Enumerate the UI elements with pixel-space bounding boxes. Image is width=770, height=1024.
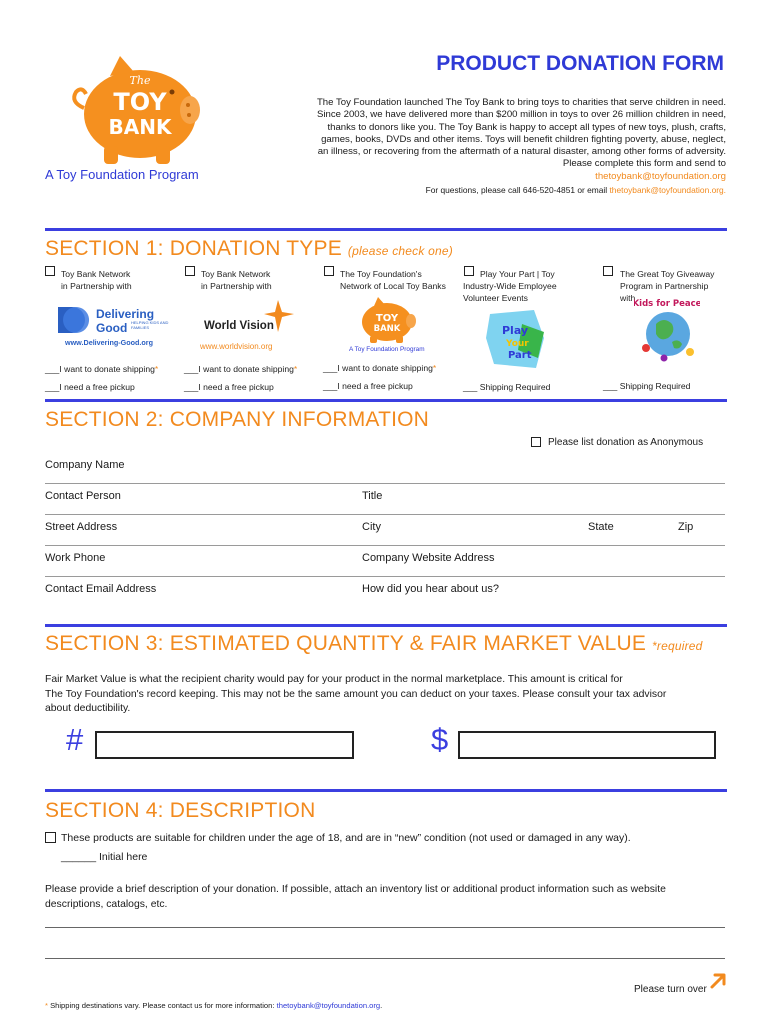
quantity-input[interactable] xyxy=(95,731,354,759)
questions-email-link[interactable]: thetoybank@toyfoundation.org. xyxy=(609,185,726,195)
asterisk: * xyxy=(293,364,298,374)
donation-type-checkbox-local-toy-banks[interactable] xyxy=(324,266,334,276)
initial-here[interactable]: ______ Initial here xyxy=(61,851,148,863)
note-text: Shipping destinations vary. Please contact us for more information: xyxy=(47,1001,277,1010)
state-label: State xyxy=(588,521,614,533)
hash-symbol: # xyxy=(66,722,84,757)
option1-label: Toy Bank Network in Partnership with xyxy=(61,269,132,291)
intro-text xyxy=(256,97,726,183)
donation-type-checkbox-delivering-good[interactable] xyxy=(45,266,55,276)
city-label: City xyxy=(362,521,381,533)
intro-line: an illness, or recovering from the aftermath of a natural disaster, among other forms of adversity. xyxy=(317,146,726,158)
logo-bank-text: BANK xyxy=(108,115,172,139)
kids-for-peace-logo xyxy=(634,296,700,362)
wv-logo-name: World Vision xyxy=(204,320,274,332)
condition-checkbox[interactable] xyxy=(45,832,56,843)
fmv-paragraph: Fair Market Value is what the recipient charity would pay for your product in the normal marketplace. This amount is critical for The Toy Foundation's record keeping. This may not be the same amount you can deduct on your taxes. Please consult your tax advisor about deductibility. xyxy=(45,674,667,714)
section1-subtitle: (please check one) xyxy=(347,244,453,258)
pyp-logo-line2: Your xyxy=(506,339,529,349)
pyp-logo-line3: Part xyxy=(508,350,532,361)
section3-required: *required xyxy=(652,639,703,653)
intro-line: games, books, DVDs and other items. Toys will benefit children fighting poverty, abuse, neglect, xyxy=(321,133,726,145)
donation-type-checkbox-world-vision[interactable] xyxy=(185,266,195,276)
page-title: PRODUCT DONATION FORM xyxy=(436,52,724,75)
anonymous-checkbox[interactable] xyxy=(531,437,541,447)
contact-person-field[interactable] xyxy=(45,514,725,515)
donation-type-checkbox-great-toy-giveaway[interactable] xyxy=(603,266,613,276)
section1-title xyxy=(45,237,453,261)
note-asterisk: * xyxy=(45,1001,48,1010)
option3-pickup: ___I need a free pickup xyxy=(323,381,413,391)
website-label: Company Website Address xyxy=(362,552,495,564)
intro-line: thanks to donors like you. The Toy Bank is happy to accept all types of new toys, plush, crafts, xyxy=(327,121,726,133)
pyp-logo-line1: Play xyxy=(502,324,529,337)
shipping-note xyxy=(45,1001,382,1010)
intro-line: The Toy Foundation launched The Toy Bank to bring toys to charities that serve children in need. xyxy=(316,97,726,108)
world-vision-logo xyxy=(200,298,296,338)
work-phone-label: Work Phone xyxy=(45,552,106,564)
intro-email-link[interactable]: thetoybank@toyfoundation.org xyxy=(595,170,726,182)
section3-rule xyxy=(45,624,727,627)
section2-rule xyxy=(45,399,727,402)
section4-title: SECTION 4: DESCRIPTION xyxy=(45,799,316,822)
dg-url[interactable]: www.Delivering-Good.org xyxy=(65,338,153,347)
option2-pickup: ___I need a free pickup xyxy=(184,382,274,392)
note-email-link[interactable]: thetoybank@toyfoundation.org xyxy=(276,1001,381,1010)
anonymous-label: Please list donation as Anonymous xyxy=(548,437,704,448)
dg-logo-name2: Good xyxy=(96,321,128,335)
logo-the-text: The xyxy=(129,74,151,87)
option5-label: The Great Toy Giveaway Program in Partnership with xyxy=(620,269,715,303)
condition-text: These products are suitable for children under the age of 18, and are in “new” condition (not used or damaged in any way). xyxy=(61,832,631,844)
title-label: Title xyxy=(362,490,383,502)
section3-title xyxy=(45,632,703,656)
contact-email-label: Contact Email Address xyxy=(45,583,157,595)
option3-ship: ___I want to donate shipping* xyxy=(323,363,437,373)
option2-ship: ___I want to donate shipping* xyxy=(184,364,298,374)
toy-bank-small-caption: A Toy Foundation Program xyxy=(349,346,425,353)
turn-over-text: Please turn over xyxy=(634,984,707,995)
option5-shipping: ___ Shipping Required xyxy=(603,381,691,391)
street-address-label: Street Address xyxy=(45,521,118,533)
option1-pickup: ___I need a free pickup xyxy=(45,382,135,392)
option3-label: The Toy Foundation's Network of Local Toy Banks xyxy=(340,269,446,291)
svg-text:BANK: BANK xyxy=(373,324,401,334)
wv-url[interactable]: www.worldvision.org xyxy=(200,342,273,351)
turn-over-arrow-icon xyxy=(709,972,727,990)
svg-text:TOY: TOY xyxy=(375,313,399,324)
toy-bank-logo xyxy=(68,52,208,168)
play-your-part-logo xyxy=(484,308,550,370)
option1-ship: ___I want to donate shipping* xyxy=(45,364,159,374)
section2-title: SECTION 2: COMPANY INFORMATION xyxy=(45,408,430,431)
kfp-logo-text: Kids for Peace xyxy=(634,299,700,309)
dg-logo-name1: Delivering xyxy=(96,307,155,321)
dg-logo-tag: HELPING KIDS AND FAMILIES xyxy=(131,320,169,330)
section1-title-text: SECTION 1: DONATION TYPE xyxy=(45,237,342,260)
option4-label: Play Your Part | Toy xyxy=(480,269,555,279)
questions-line xyxy=(426,185,726,195)
dollar-symbol: $ xyxy=(431,722,449,757)
street-address-field[interactable] xyxy=(45,545,725,546)
section1-rule xyxy=(45,228,727,231)
zip-label: Zip xyxy=(678,521,694,533)
section3-title-text: SECTION 3: ESTIMATED QUANTITY & FAIR MARKET VALUE xyxy=(45,632,647,655)
company-name-label: Company Name xyxy=(45,459,125,471)
option2-label: Toy Bank Network in Partnership with xyxy=(201,269,272,291)
note-end: . xyxy=(380,1001,383,1010)
intro-line: Please complete this form and send to xyxy=(562,158,726,170)
option4-label-cont: Industry-Wide Employee Volunteer Events xyxy=(463,281,557,303)
company-name-field[interactable] xyxy=(45,483,725,484)
hear-about-us-label: How did you hear about us? xyxy=(362,583,499,595)
questions-text: For questions, please call 646-520-4851 or email xyxy=(425,185,610,195)
section4-rule xyxy=(45,789,727,792)
program-label: A Toy Foundation Program xyxy=(45,167,199,182)
toy-bank-small-logo xyxy=(356,296,418,344)
description-line-1[interactable] xyxy=(45,927,725,928)
asterisk: * xyxy=(432,363,437,373)
logo-toy-text: TOY xyxy=(113,88,167,116)
option4-shipping: ___ Shipping Required xyxy=(463,382,551,392)
fair-market-value-input[interactable] xyxy=(458,731,716,759)
description-instructions: Please provide a brief description of your donation. If possible, attach an inventory list or additional product information such as website descriptions, catalogs, etc. xyxy=(45,884,666,910)
intro-line: Since 2003, we have delivered more than $200 million in toys to over 26 million children in need, xyxy=(316,109,726,121)
contact-person-label: Contact Person xyxy=(45,490,121,502)
work-phone-field[interactable] xyxy=(45,576,725,577)
asterisk: * xyxy=(154,364,159,374)
description-line-2[interactable] xyxy=(45,958,725,959)
